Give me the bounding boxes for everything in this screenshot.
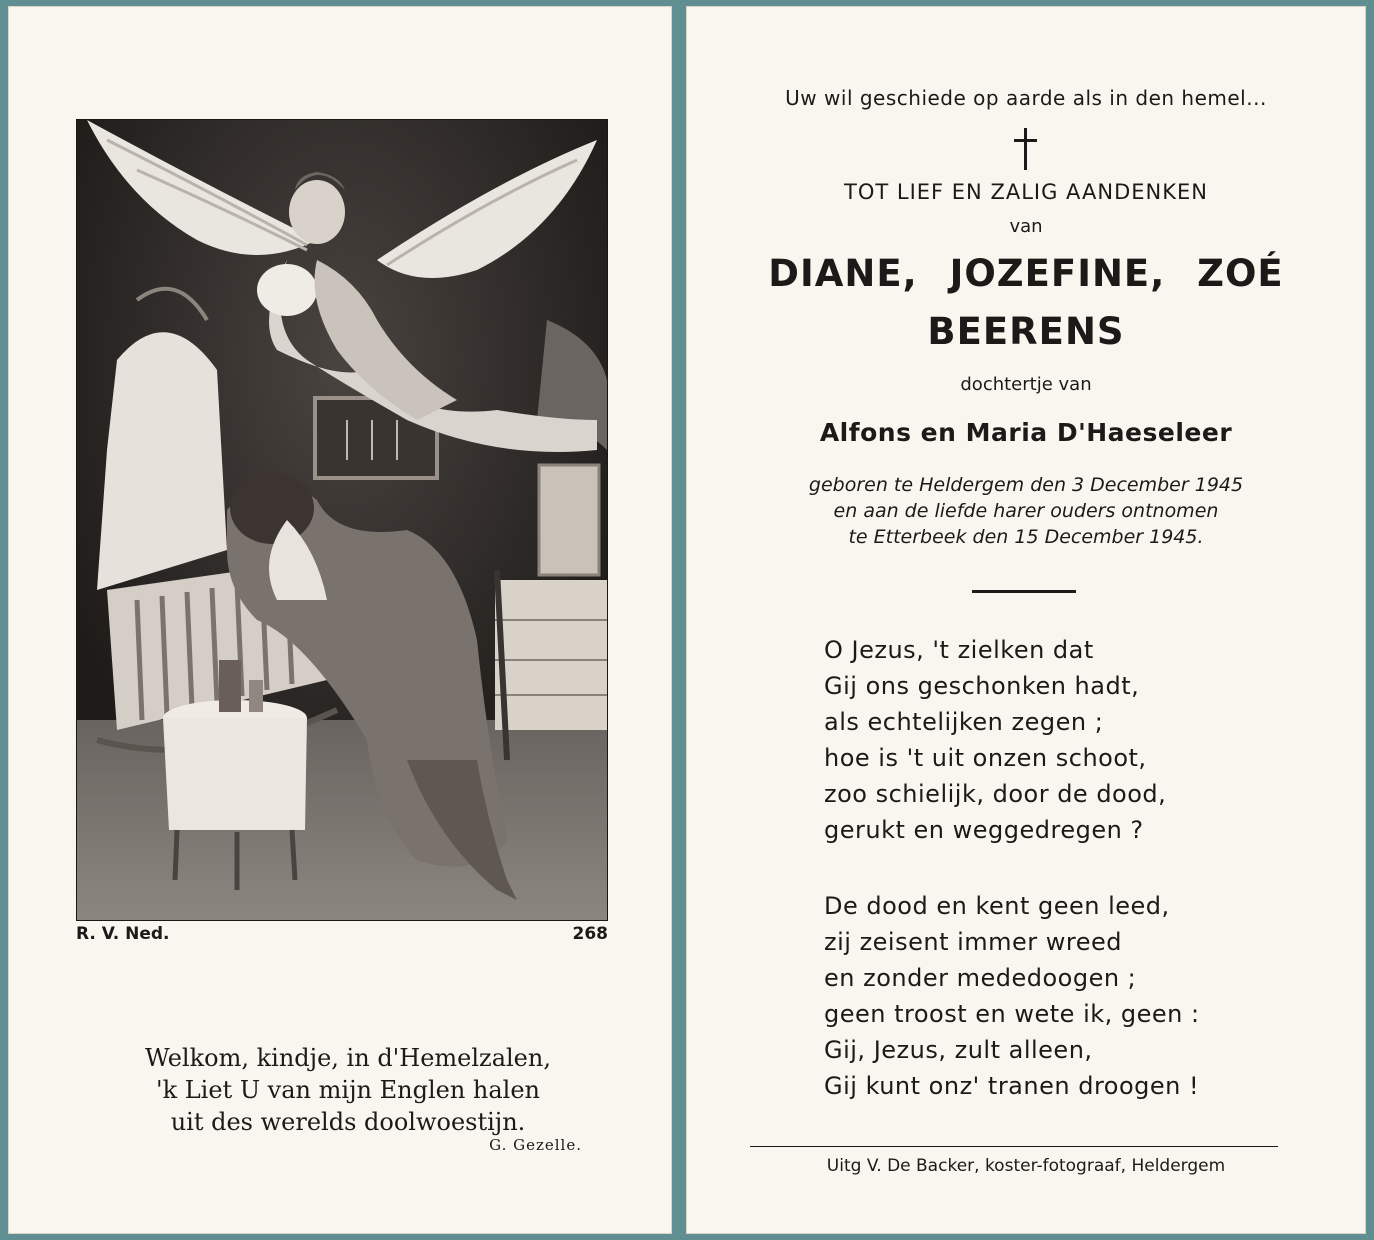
memorial-heading: TOT LIEF EN ZALIG AANDENKEN: [844, 180, 1208, 204]
date-line: geboren te Heldergem den 3 December 1945: [808, 474, 1244, 496]
verse-author: G. Gezelle.: [489, 1136, 582, 1154]
parents-names: Alfons en Maria D'Haeseleer: [819, 418, 1233, 447]
poem-line: geen troost en wete ik, geen :: [824, 1000, 1200, 1028]
publisher-credit: Uitg V. De Backer, koster-fotograaf, Heldergem: [826, 1156, 1226, 1176]
prayer-motto: Uw wil geschiede op aarde als in den hemel...: [785, 86, 1267, 110]
publisher-code: R. V. Ned.: [76, 924, 170, 944]
cross-icon: [686, 128, 1366, 172]
left-card-panel: [8, 6, 672, 1234]
poem-line: Gij kunt onz' tranen droogen !: [824, 1072, 1200, 1100]
poem-line: zij zeisent immer wreed: [824, 928, 1123, 956]
poem-stanza-1: [824, 632, 1166, 848]
section-divider: [972, 590, 1076, 593]
picture-number: 268: [572, 924, 608, 944]
poem-line: Gij, Jezus, zult alleen,: [824, 1036, 1093, 1064]
poem-line: zoo schielijk, door de dood,: [824, 780, 1167, 808]
poem-line: De dood en kent geen leed,: [824, 892, 1170, 920]
memorial-picture: [77, 120, 607, 920]
verse-line: uit des werelds doolwoestijn.: [170, 1108, 526, 1136]
relation-text: dochtertje van: [960, 374, 1092, 395]
angel-and-mourning-mother-illustration: [77, 120, 607, 920]
poem-line: als echtelijken zegen ;: [824, 708, 1104, 736]
date-line: te Etterbeek den 15 December 1945.: [848, 526, 1204, 548]
deceased-surname: BEERENS: [927, 310, 1125, 353]
poem-line: Gij ons geschonken hadt,: [824, 672, 1140, 700]
verse-line: Welkom, kindje, in d'Hemelzalen,: [145, 1044, 551, 1072]
right-card-panel: [686, 6, 1366, 1234]
poem-stanza-2: [824, 888, 1200, 1104]
deceased-first-names: DIANE, JOZEFINE, ZOÉ: [768, 252, 1284, 295]
picture-caption-row: [76, 924, 608, 944]
date-line: en aan de liefde harer ouders ontnomen: [833, 500, 1219, 522]
poem-line: hoe is 't uit onzen schoot,: [824, 744, 1147, 772]
verse-line: 'k Liet U van mijn Englen halen: [155, 1076, 541, 1104]
footer-rule: [750, 1146, 1278, 1147]
van-text: van: [1009, 216, 1043, 237]
poem-line: en zonder mededoogen ;: [824, 964, 1137, 992]
gezelle-verse: [48, 1042, 648, 1138]
birth-death-dates: [686, 472, 1366, 550]
poem-line: O Jezus, 't zielken dat: [824, 636, 1094, 664]
poem-line: gerukt en weggedregen ?: [824, 816, 1144, 844]
